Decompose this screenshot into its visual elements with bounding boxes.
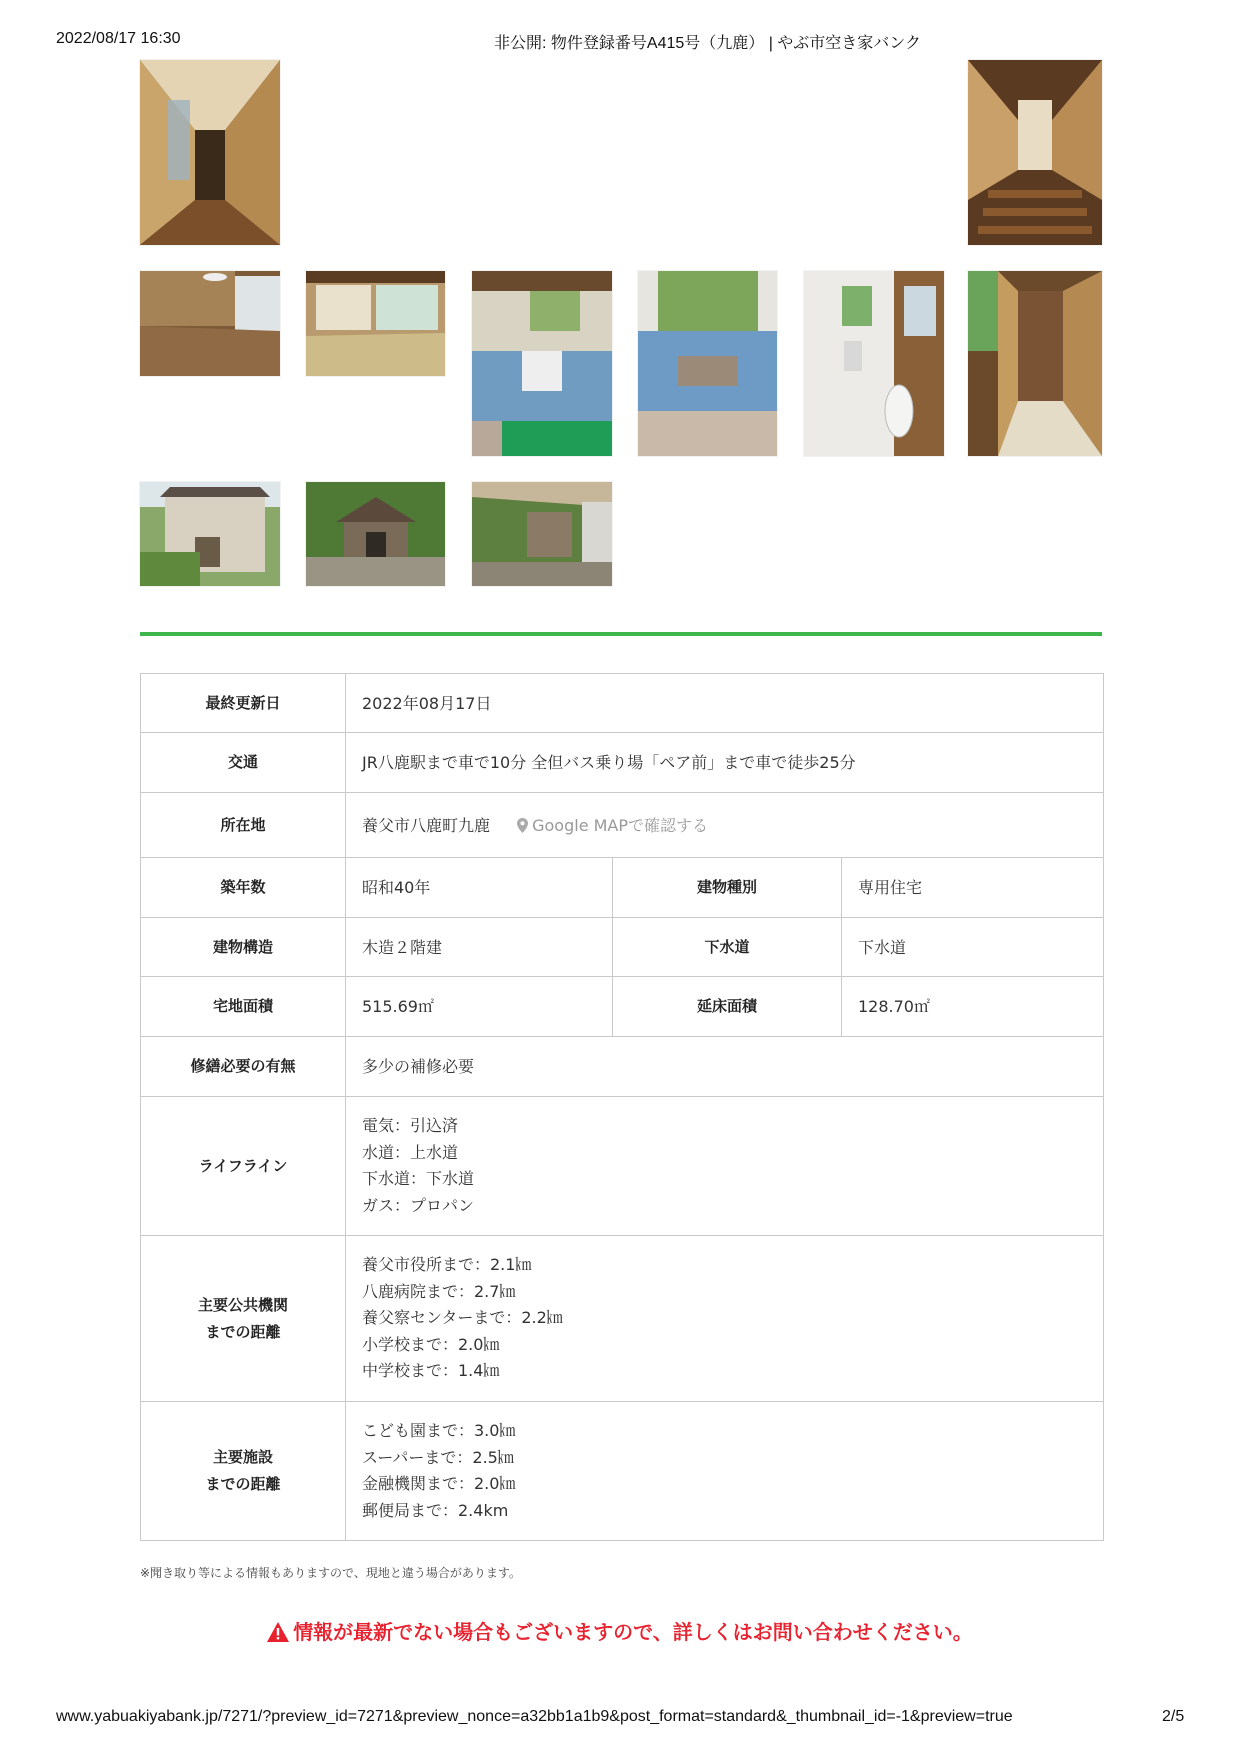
row-public-facilities: [141, 1236, 1104, 1402]
row-area: [141, 977, 1104, 1037]
photo-house-exterior[interactable]: [140, 482, 280, 586]
print-page-title: 非公開: 物件登録番号A415号（九鹿） | やぶ市空き家バンク: [494, 35, 921, 52]
photo-toilet[interactable]: [804, 271, 944, 456]
print-footer: [0, 1708, 1240, 1730]
label-floor-area: 延床面積: [613, 977, 842, 1037]
row-access: [141, 733, 1104, 793]
label-structure: 建物構造: [141, 918, 346, 977]
facility-item: 郵便局まで：2.4km: [362, 1500, 509, 1520]
print-header: [0, 30, 1240, 52]
photo-bathtub[interactable]: [638, 271, 777, 456]
value-sewer: 下水道: [842, 918, 1104, 977]
label-building-type: 建物種別: [613, 858, 842, 918]
label-facilities-line2: までの距離: [205, 1475, 281, 1493]
value-built-year: 昭和40年: [346, 858, 613, 918]
print-url: www.yabuakiyabank.jp/7271/?preview_id=7271&preview_nonce=a32bb1a1b9&post_format=standard&_thumbnail_id=-1&preview=true: [56, 1708, 1013, 1725]
photo-washroom-sink[interactable]: [472, 271, 612, 456]
label-built-year: 築年数: [141, 858, 346, 918]
value-location: 養父市八鹿町九鹿: [362, 815, 491, 835]
value-access: JR八鹿駅まで車で10分 全但バス乗り場「ペア前」まで車で徒歩25分: [346, 733, 1104, 793]
facility-item: 金融機関まで：2.0㎞: [362, 1474, 516, 1493]
lifeline-item: ガス：プロパン: [362, 1195, 475, 1215]
row-location: [141, 793, 1104, 858]
photo-greenhouse-shed[interactable]: [472, 482, 612, 586]
photo-room-wood-floor[interactable]: [140, 271, 280, 376]
photo-hallway[interactable]: [140, 60, 280, 245]
label-location: 所在地: [141, 793, 346, 858]
label-facilities: [141, 1402, 346, 1541]
google-map-link-label: Google MAPで確認する: [532, 815, 709, 835]
row-built-year: [141, 858, 1104, 918]
facility-item: こども園まで：3.0㎞: [362, 1421, 516, 1440]
facility-item: スーパーまで：2.5㎞: [362, 1447, 514, 1467]
row-repairs: [141, 1037, 1104, 1097]
row-lifelines: [141, 1097, 1104, 1236]
photo-staircase[interactable]: [968, 60, 1102, 245]
label-lifelines: ライフライン: [141, 1097, 346, 1236]
warning-text: 情報が最新でない場合もございますので、詳しくはお問い合わせください。: [293, 1620, 973, 1644]
lifeline-item: 下水道：下水道: [362, 1169, 475, 1188]
public-facility-item: 養父察センターまで：2.2㎞: [362, 1308, 563, 1328]
row-structure: [141, 918, 1104, 977]
warning-message: [0, 1616, 1240, 1645]
label-public-facilities-line2: までの距離: [205, 1322, 281, 1341]
value-floor-area: 128.70㎡: [842, 977, 1104, 1037]
label-facilities-line1: 主要施設: [212, 1448, 273, 1466]
lifeline-item: 水道：上水道: [362, 1142, 459, 1162]
public-facility-item: 小学校まで：2.0㎞: [362, 1334, 500, 1354]
label-repairs: 修繕必要の有無: [141, 1037, 346, 1097]
public-facility-item: 養父市役所まで：2.1㎞: [362, 1255, 532, 1275]
photo-corridor[interactable]: [968, 271, 1102, 456]
map-pin-icon: [517, 818, 528, 833]
value-last-updated: 2022年08月17日: [346, 674, 1104, 733]
label-public-facilities: [141, 1236, 346, 1402]
print-page-number: 2/5: [1162, 1708, 1185, 1725]
label-sewer: 下水道: [613, 918, 842, 977]
disclaimer-note: ※聞き取り等による情報もありますので、現地と違う場合があります。: [140, 1566, 521, 1580]
photo-tatami-room[interactable]: [306, 271, 445, 376]
public-facility-item: 八鹿病院まで：2.7㎞: [362, 1281, 516, 1301]
print-datetime: 2022/08/17 16:30: [56, 30, 181, 47]
value-facilities: [346, 1402, 1104, 1541]
photo-outbuilding[interactable]: [306, 482, 445, 586]
label-access: 交通: [141, 733, 346, 793]
google-map-link[interactable]: [517, 816, 708, 835]
label-land-area: 宅地面積: [141, 977, 346, 1037]
value-lifelines: [346, 1097, 1104, 1236]
label-public-facilities-line1: 主要公共機関: [197, 1295, 288, 1314]
label-last-updated: 最終更新日: [141, 674, 346, 733]
warning-icon: [267, 1622, 289, 1642]
public-facility-item: 中学校まで：1.4㎞: [362, 1361, 500, 1381]
value-building-type: 専用住宅: [842, 858, 1104, 918]
row-last-updated: [141, 674, 1104, 733]
value-public-facilities: [346, 1236, 1104, 1402]
row-facilities: [141, 1402, 1104, 1541]
value-location-cell: [346, 793, 1104, 858]
value-structure: 木造２階建: [346, 918, 613, 977]
section-divider: [140, 632, 1102, 636]
value-land-area: 515.69㎡: [346, 977, 613, 1037]
property-info-table: [140, 673, 1104, 1541]
lifeline-item: 電気：引込済: [362, 1116, 459, 1135]
value-repairs: 多少の補修必要: [346, 1037, 1104, 1097]
